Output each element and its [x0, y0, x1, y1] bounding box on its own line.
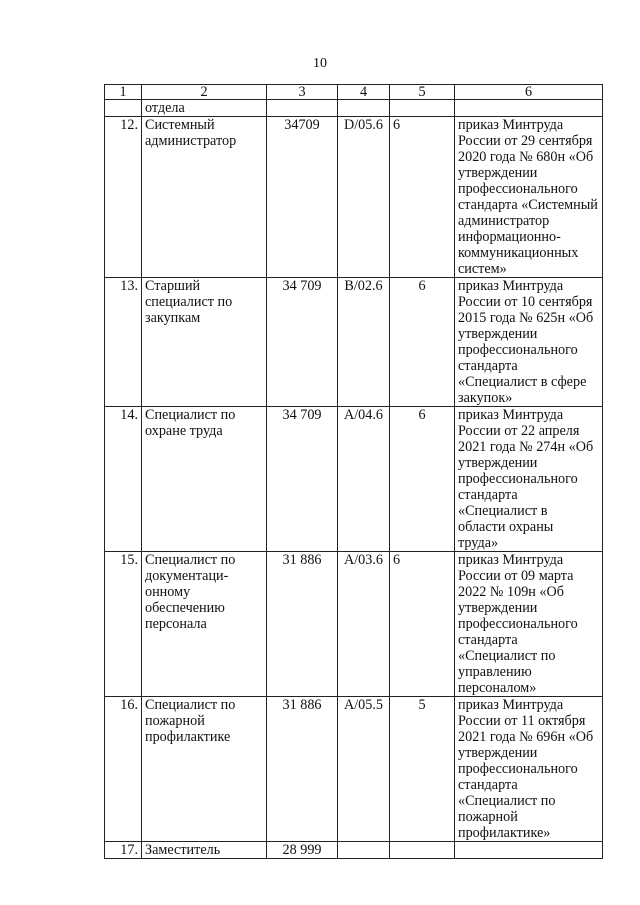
legal-basis-line: администратор [458, 213, 550, 229]
row-number: 15. [120, 552, 138, 568]
salary-value: 34 709 [282, 407, 322, 423]
row-number-cell [105, 552, 142, 697]
legal-basis-line: профессионального [458, 616, 578, 632]
legal-basis-cell [455, 100, 603, 117]
position-name-cell [142, 117, 267, 278]
legal-basis-line: профилактике» [458, 825, 551, 841]
table-row [105, 552, 603, 697]
legal-basis-cell [455, 552, 603, 697]
function-code: D/05.6 [343, 117, 383, 133]
legal-basis-line: профессионального [458, 761, 578, 777]
legal-basis-line: стандарта «Системный [458, 197, 598, 213]
qualification-level-cell [390, 407, 455, 552]
position-name-line: обеспечению [145, 600, 225, 616]
staff-table-body [105, 85, 603, 859]
legal-basis-line: России от 11 октября [458, 713, 586, 729]
table-row [105, 100, 603, 117]
function-code: A/03.6 [343, 552, 383, 568]
function-code: B/02.6 [344, 278, 383, 294]
qualification-level: 6 [393, 117, 401, 133]
legal-basis-line: управлению [458, 664, 532, 680]
legal-basis-line: 2021 года № 274н «Об [458, 439, 594, 455]
legal-basis-line: утверждении [458, 165, 538, 181]
table-row [105, 117, 603, 278]
qualification-level-cell [390, 552, 455, 697]
qualification-level: 6 [393, 552, 401, 568]
header-cell: 6 [455, 85, 603, 100]
qualification-level: 6 [418, 407, 426, 423]
salary-value: 34709 [284, 117, 320, 133]
legal-basis-line: приказ Минтруда [458, 697, 564, 713]
position-name-cell [142, 697, 267, 842]
legal-basis-line: стандарта [458, 358, 518, 374]
position-name-line: Системный [145, 117, 215, 133]
legal-basis-line: пожарной [458, 809, 518, 825]
legal-basis-line: России от 29 сентября [458, 133, 593, 149]
legal-basis-line: информационно- [458, 229, 561, 245]
position-name-line: пожарной [145, 713, 205, 729]
position-name-line: Старший [145, 278, 201, 294]
salary-cell [267, 100, 338, 117]
legal-basis-line: стандарта [458, 632, 518, 648]
page-number: 10 [313, 56, 327, 71]
position-name-line: администратор [145, 133, 237, 149]
header-cell: 5 [390, 85, 455, 100]
legal-basis-line: 2015 года № 625н «Об [458, 310, 594, 326]
legal-basis-line: «Специалист по [458, 793, 556, 809]
table-row [105, 842, 603, 859]
legal-basis-line: профессионального [458, 471, 578, 487]
position-name-line: профилактике [145, 729, 231, 745]
position-name-line: персонала [145, 616, 207, 632]
legal-basis-line: стандарта [458, 487, 518, 503]
legal-basis-cell [455, 117, 603, 278]
position-name-line: закупкам [145, 310, 201, 326]
legal-basis-line: утверждении [458, 745, 538, 761]
legal-basis-line: приказ Минтруда [458, 278, 564, 294]
row-number: 16. [120, 697, 138, 713]
function-code-cell [338, 278, 390, 407]
legal-basis-line: приказ Минтруда [458, 407, 564, 423]
legal-basis-line: России от 22 апреля [458, 423, 580, 439]
position-name-cell [142, 552, 267, 697]
qualification-level: 5 [418, 697, 426, 713]
row-number-cell [105, 117, 142, 278]
function-code-cell [338, 552, 390, 697]
salary-value: 31 886 [282, 697, 322, 713]
legal-basis-line: 2020 года № 680н «Об [458, 149, 594, 165]
function-code-cell [338, 407, 390, 552]
salary-cell [267, 117, 338, 278]
header-cell: 3 [267, 85, 338, 100]
row-number: 13. [120, 278, 138, 294]
salary-cell [267, 552, 338, 697]
row-number: 14. [120, 407, 138, 423]
table-row [105, 278, 603, 407]
qualification-level-cell [390, 117, 455, 278]
row-number: 17. [120, 842, 138, 858]
row-number-cell [105, 278, 142, 407]
salary-cell [267, 407, 338, 552]
legal-basis-line: закупок» [458, 390, 513, 406]
legal-basis-line: профессионального [458, 342, 578, 358]
row-number: 12. [120, 117, 138, 133]
header-cell: 4 [338, 85, 390, 100]
position-name-cell [142, 278, 267, 407]
salary-cell [267, 842, 338, 859]
legal-basis-line: 2021 года № 696н «Об [458, 729, 594, 745]
legal-basis-line: утверждении [458, 326, 538, 342]
salary-value: 28 999 [282, 842, 322, 858]
legal-basis-line: профессионального [458, 181, 578, 197]
legal-basis-cell [455, 407, 603, 552]
legal-basis-line: утверждении [458, 455, 538, 471]
qualification-level-cell [390, 842, 455, 859]
legal-basis-line: «Специалист по [458, 648, 556, 664]
row-number-cell [105, 842, 142, 859]
table-header-row [105, 85, 603, 100]
position-name-line: онному [145, 584, 191, 600]
position-name-line: Специалист по [145, 407, 236, 423]
qualification-level: 6 [418, 278, 426, 294]
legal-basis-line: 2022 № 109н «Об [458, 584, 564, 600]
row-number-cell [105, 407, 142, 552]
qualification-level-cell [390, 278, 455, 407]
legal-basis-line: России от 09 марта [458, 568, 574, 584]
qualification-level-cell [390, 100, 455, 117]
header-cell: 2 [142, 85, 267, 100]
legal-basis-line: коммуникационных [458, 245, 579, 261]
position-name-cell [142, 100, 267, 117]
qualification-level-cell [390, 697, 455, 842]
function-code-cell [338, 117, 390, 278]
table-row [105, 697, 603, 842]
function-code: A/05.5 [343, 697, 383, 713]
position-name-line: Специалист по [145, 552, 236, 568]
position-name-line: специалист по [145, 294, 233, 310]
legal-basis-line: «Специалист в [458, 503, 548, 519]
position-name-line: охране труда [145, 423, 223, 439]
staff-table [104, 84, 603, 859]
legal-basis-line: персоналом» [458, 680, 537, 696]
position-name-line: Специалист по [145, 697, 236, 713]
row-number-cell [105, 100, 142, 117]
legal-basis-line: труда» [458, 535, 499, 551]
legal-basis-line: утверждении [458, 600, 538, 616]
salary-cell [267, 697, 338, 842]
legal-basis-line: систем» [458, 261, 507, 277]
salary-value: 31 886 [282, 552, 322, 568]
position-name-line: документаци- [145, 568, 229, 584]
function-code-cell [338, 697, 390, 842]
position-name-line: Заместитель [145, 842, 221, 858]
position-name-cell [142, 842, 267, 859]
legal-basis-line: «Специалист в сфере [458, 374, 587, 390]
legal-basis-line: области охраны [458, 519, 554, 535]
function-code-cell [338, 842, 390, 859]
header-cell: 1 [105, 85, 142, 100]
legal-basis-cell [455, 697, 603, 842]
salary-cell [267, 278, 338, 407]
legal-basis-line: приказ Минтруда [458, 117, 564, 133]
salary-value: 34 709 [282, 278, 322, 294]
legal-basis-cell [455, 278, 603, 407]
function-code: A/04.6 [343, 407, 383, 423]
legal-basis-line: стандарта [458, 777, 518, 793]
table-row [105, 407, 603, 552]
position-name-line: отдела [145, 100, 185, 116]
position-name-cell [142, 407, 267, 552]
legal-basis-line: России от 10 сентября [458, 294, 593, 310]
legal-basis-cell [455, 842, 603, 859]
function-code-cell [338, 100, 390, 117]
legal-basis-line: приказ Минтруда [458, 552, 564, 568]
row-number-cell [105, 697, 142, 842]
